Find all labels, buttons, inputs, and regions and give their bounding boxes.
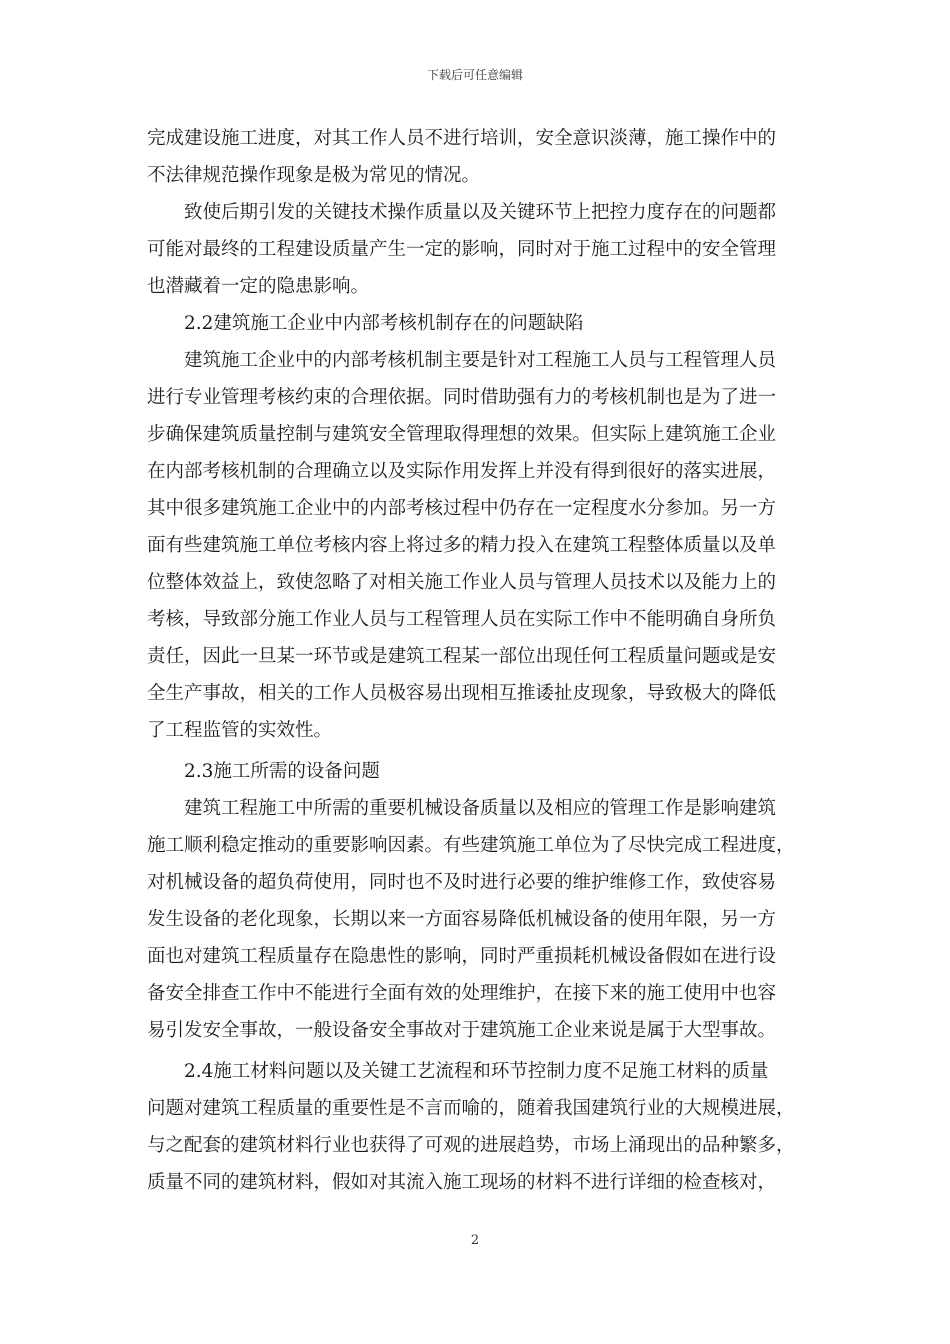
text-line: 也潜藏着一定的隐患影响。 <box>147 276 370 297</box>
text-line: 建筑施工企业中的内部考核机制主要是针对工程施工人员与工程管理人员 <box>184 350 777 371</box>
text-line: 面也对建筑工程质量存在隐患性的影响，同时严重损耗机械设备假如在进行设 <box>147 946 777 967</box>
text-line: 建筑工程施工中所需的重要机械设备质量以及相应的管理工作是影响建筑 <box>184 798 777 819</box>
text-line: 致使后期引发的关键技术操作质量以及关键环节上把控力度存在的问题都 <box>184 202 777 223</box>
text-line: 全生产事故，相关的工作人员极容易出现相互推诿扯皮现象，导致极大的降低 <box>147 683 777 704</box>
section-heading: 2.4施工材料问题以及关键工艺流程和环节控制力度不足施工材料的质量 <box>184 1061 769 1082</box>
text-line: 不法律规范操作现象是极为常见的情况。 <box>147 165 481 186</box>
text-line: 进行专业管理考核约束的合理依据。同时借助强有力的考核机制也是为了进一 <box>147 387 777 408</box>
text-line: 问题对建筑工程质量的重要性是不言而喻的，随着我国建筑行业的大规模进展， <box>147 1098 795 1119</box>
text-line: 易引发安全事故，一般设备安全事故对于建筑施工企业来说是属于大型事故。 <box>147 1020 777 1041</box>
text-line: 施工顺利稳定推动的重要影响因素。有些建筑施工单位为了尽快完成工程进度， <box>147 835 795 856</box>
text-line: 位整体效益上，致使忽略了对相关施工作业人员与管理人员技术以及能力上的 <box>147 572 777 593</box>
text-line: 发生设备的老化现象，长期以来一方面容易降低机械设备的使用年限，另一方 <box>147 909 777 930</box>
text-line: 备安全排查工作中不能进行全面有效的处理维护，在接下来的施工使用中也容 <box>147 983 777 1004</box>
text-line: 步确保建筑质量控制与建筑安全管理取得理想的效果。但实际上建筑施工企业 <box>147 424 777 445</box>
text-line: 在内部考核机制的合理确立以及实际作用发挥上并没有得到很好的落实进展， <box>147 461 777 482</box>
text-line: 对机械设备的超负荷使用，同时也不及时进行必要的维护维修工作，致使容易 <box>147 872 777 893</box>
page-header: 下载后可任意编辑 <box>426 68 523 82</box>
section-heading: 2.3施工所需的设备问题 <box>184 761 380 782</box>
text-line: 面有些建筑施工单位考核内容上将过多的精力投入在建筑工程整体质量以及单 <box>147 535 777 556</box>
text-line: 了工程监管的实效性。 <box>147 720 333 741</box>
text-line: 质量不同的建筑材料，假如对其流入施工现场的材料不进行详细的检查核对， <box>147 1172 777 1193</box>
text-line: 责任，因此一旦某一环节或是建筑工程某一部位出现任何工程质量问题或是安 <box>147 646 777 667</box>
text-line: 与之配套的建筑材料行业也获得了可观的进展趋势，市场上涌现出的品种繁多， <box>147 1135 795 1156</box>
text-line: 其中很多建筑施工企业中的内部考核过程中仍存在一定程度水分参加。另一方 <box>147 498 777 519</box>
section-heading: 2.2建筑施工企业中内部考核机制存在的问题缺陷 <box>184 313 584 334</box>
text-line: 可能对最终的工程建设质量产生一定的影响，同时对于施工过程中的安全管理 <box>147 239 777 260</box>
text-line: 完成建设施工进度，对其工作人员不进行培训，安全意识淡薄，施工操作中的 <box>147 128 777 149</box>
text-line: 考核，导致部分施工作业人员与工程管理人员在实际工作中不能明确自身所负 <box>147 609 777 630</box>
page-number: 2 <box>470 1233 480 1248</box>
